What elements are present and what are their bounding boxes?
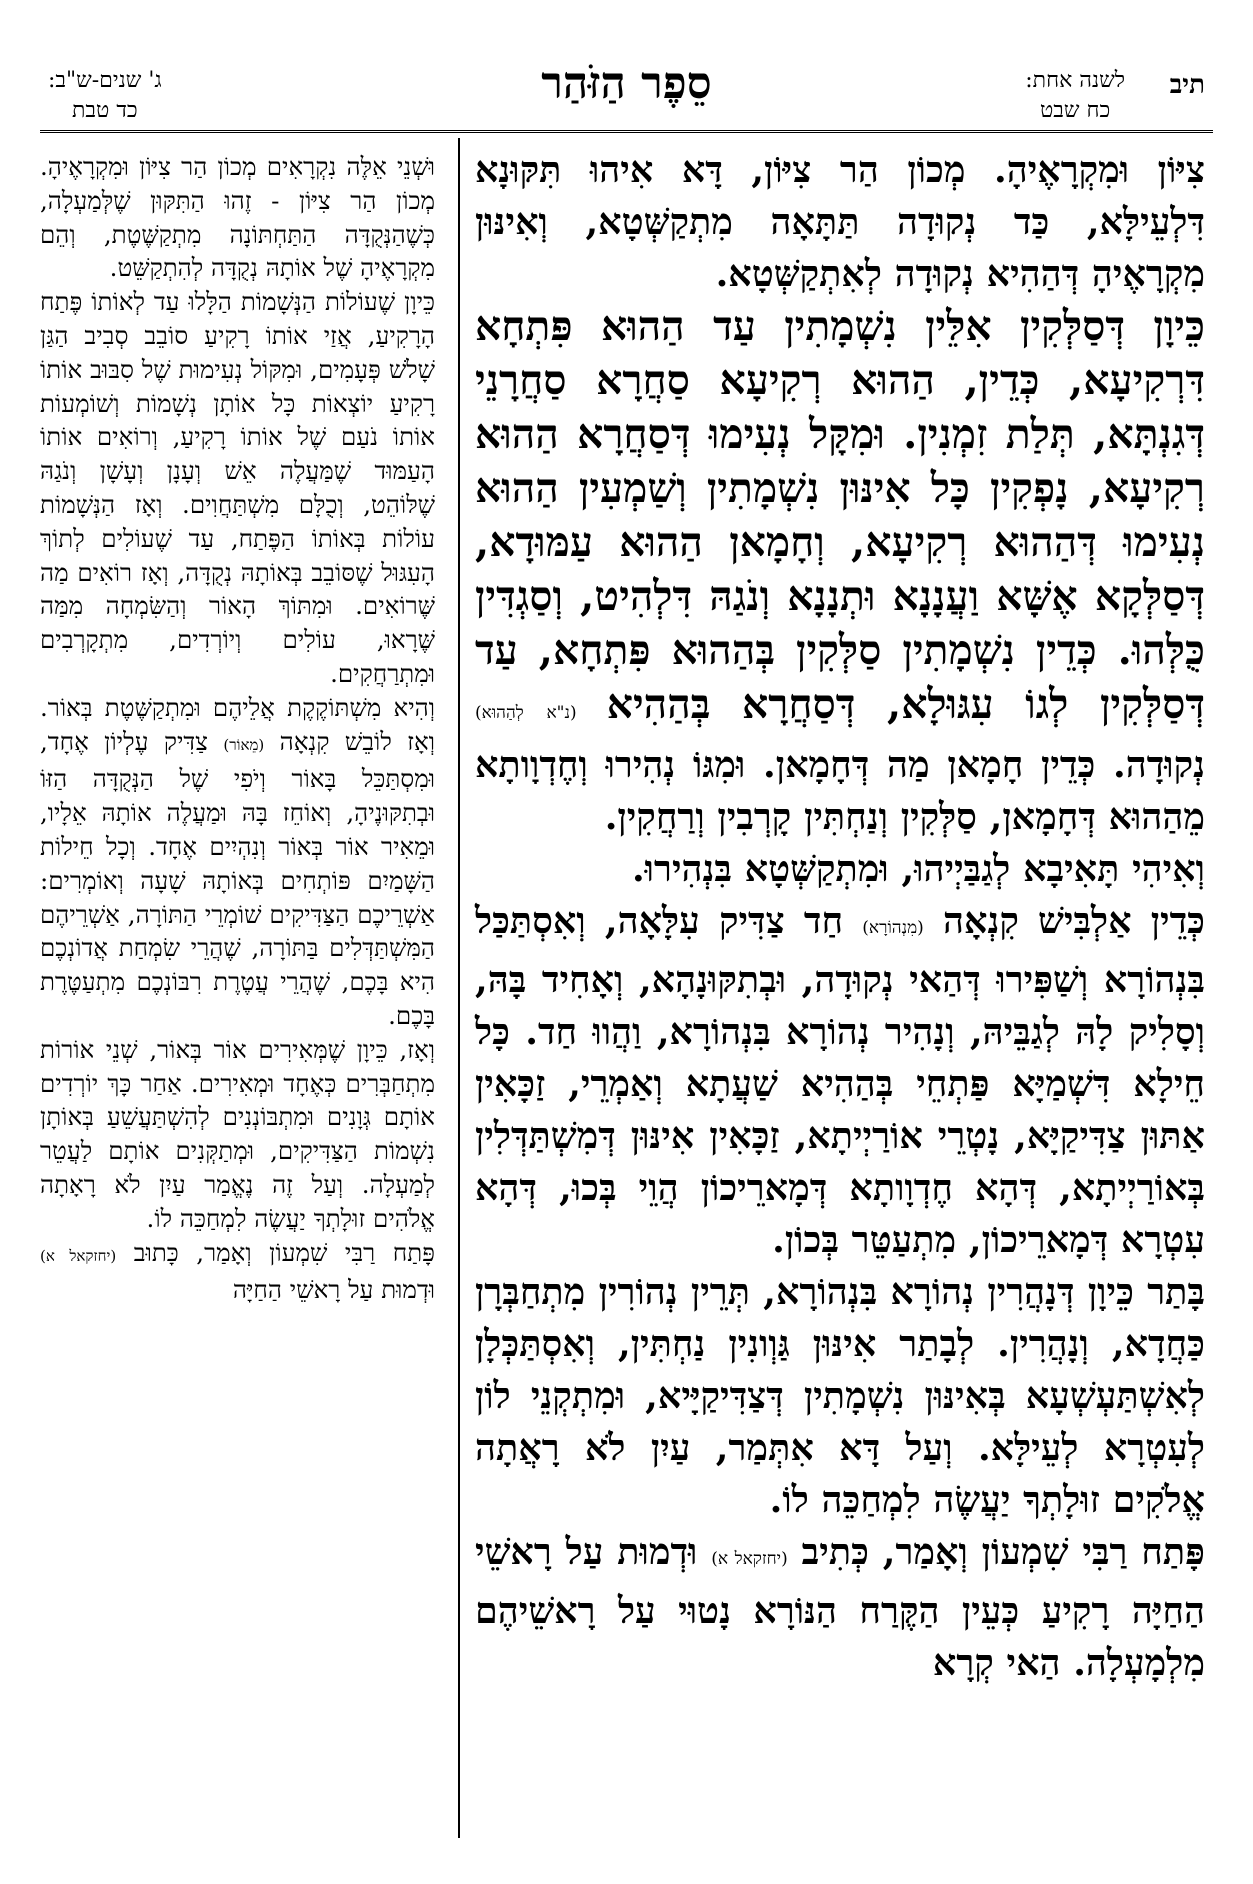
main-paragraph-4-text: כְּדֵין אַלְבִּישׁ קִנְאָה [943, 899, 1205, 942]
hebrew-translation-column [40, 150, 435, 1307]
main-paragraph-2 [475, 300, 1205, 843]
side-paragraph-3-cont: צַדִּיק עֶלְיוֹן אֶחָד, וּמִסְתַּכֵּל בָּאוֹר וְיֹפִי שֶׁל הַנְּקֻדָּה הַזּוֹ וּבְתִקּוּנֶיהָ, וְאוֹחֵז בָּהּ וּמַעֲלֶה אוֹתָהּ אֵלָיו, וּמֵאִיר אוֹר בְּאוֹר וְנִהְיִים אֶחָד. וְכָל חֵילוֹת הַשָּׁמַיִם פּוֹתְחִים בְּאוֹתָהּ שָׁעָה וְאוֹמְרִים: אַשְׁרֵיכֶם הַצַּדִּיקִים שׁוֹמְרֵי הַתּוֹרָה, אַשְׁרֵיהֶם הַמִּשְׁתַּדְּלִים בַּתּוֹרָה, שֶׁהֲרֵי שִׂמְחַת אֲדוֹנְכֶם הִיא בָּכֶם, שֶׁהֲרֵי עֲטֶרֶת רִבּוֹנְכֶם מִתְעַטֶּרֶת בָּכֶם. [40, 726, 435, 1030]
main-paragraph-1: צִיּוֹן וּמִקְרָאֶיהָ. מְכוֹן הַר צִיּוֹן, דָּא אִיהוּ תִּקּוּנָא דִּלְעֵילָּא, כַּד נְקוּדָה תַּתָּאָה מִתְקַשְּׁטָא, וְאִינּוּן מִקְרָאֶיהָ דְּהַהִיא נְקוּדָה לְאִתְקַשְּׁטָא. [475, 148, 1205, 295]
side-paragraph-2: כֵּיוָן שֶׁעוֹלוֹת הַנְּשָׁמוֹת הַלָּלוּ עַד לְאוֹתוֹ פֶּתַח הָרָקִיעַ, אֲזַי אוֹתוֹ רָקִיעַ סוֹבֵב סְבִיב הַגַּן שָׁלֹשׁ פְּעָמִים, וּמִקּוֹל נְעִימוּת שֶׁל סִבּוּב אוֹתוֹ רָקִיעַ יוֹצְאוֹת כָּל אוֹתָן נְשָׁמוֹת וְשׁוֹמְעוֹת אוֹתוֹ נֹעַם שֶׁל אוֹתוֹ רָקִיעַ, וְרוֹאִים אוֹתוֹ הָעַמּוּד שֶׁמַּעֲלֶה אֵשׁ וְעָנָן וְעָשָׁן וְנֹגַהּ שֶׁלּוֹהֵט, וְכֻלָּם מִשְׁתַּחֲוִים. וְאָז הַנְּשָׁמוֹת עוֹלוֹת בְּאוֹתוֹ הַפֶּתַח, עַד שֶׁעוֹלִים לְתוֹךְ הָעִגּוּל שֶׁסּוֹבֵב בְּאוֹתָהּ נְקֻדָּה, וְאָז רוֹאִים מַה שֶּׁרוֹאִים. וּמִתּוֹךְ הָאוֹר וְהַשִּׂמְחָה מִמַּה שֶּׁרָאוּ, עוֹלִים וְיוֹרְדִים, מִתְקָרְבִים וּמִתְרַחֲקִים. [40, 287, 435, 688]
header-left-line1: ג' שנים-ש"ב: [48, 68, 162, 93]
aramaic-column [475, 144, 1205, 1689]
book-title: סֵפֶר הַזֹּהַר [541, 58, 712, 109]
variant-note: (מֵאוֹר) [223, 735, 265, 754]
main-paragraph-6-text: פָּתַח רַבִּי שִׁמְעוֹן וְאָמַר, כְּתִיב [801, 1530, 1205, 1573]
side-paragraph-5-text: פָּתַח רַבִּי שִׁמְעוֹן וְאָמַר, כָּתוּב [133, 1237, 435, 1267]
side-paragraph-3 [40, 691, 435, 1033]
column-divider [458, 138, 460, 1838]
side-paragraph-4: וְאָז, כֵּיוָן שֶׁמְּאִירִים אוֹר בְּאוֹר, שְׁנֵי אוֹרוֹת מִתְחַבְּרִים כְּאֶחָד וּמְאִירִים. אַחַר כָּךְ יוֹרְדִים אוֹתָם גְּוָנִים וּמִתְבּוֹנְנִים לְהִשְׁתַּעֲשֵׁעַ בְּאוֹתָן נִשְׁמוֹת הַצַּדִּיקִים, וּמְתַקְּנִים אוֹתָם לַעֲטֵר לְמַעְלָה. וְעַל זֶה נֶאֱמַר עַיִן לֹא רָאָתָה אֱלֹהִים זוּלָתְךָ יַעֲשֶׂה לִמְחַכֵּה לוֹ. [40, 1034, 435, 1233]
verse-source-note: (יחזקאל א) [40, 1246, 117, 1265]
main-paragraph-3: וְאִיהִי תָּאִיבָא לְגַבַּיְיהוּ, וּמִתְקַשְּׁטָא בִּנְהִירוּ. [631, 847, 1205, 890]
main-paragraph-6-cont: וּדְמוּת עַל רָאשֵׁי הַחַיָּה רָקִיעַ כְּעֵין הַקֶּרַח הַנּוֹרָא נָטוּי עַל רָאשֵׁיהֶם מִלְמָעְלָה. הַאי קְרָא [475, 1530, 1205, 1684]
page-header [40, 58, 1213, 138]
side-paragraph-5-cont: וּדְמוּת עַל רָאשֵׁי הַחַיָּה [232, 1275, 435, 1305]
main-paragraph-4 [475, 895, 1205, 1266]
header-right-line2: כח שבט [1040, 98, 1111, 123]
variant-note: (נ"א לְהַהוּא) [475, 703, 577, 723]
main-paragraph-2-text: כֵּיוָן דְּסַלְּקִין אִלֵּין נִשְׁמָתִין עַד הַהוּא פִּתְחָא דִּרְקִיעָא, כְּדֵין, הַהוּא רְקִיעָא סַחֲרָא סַחֲרָנֵי דְּגִנְתָּא, תְּלַת זִמְנִין. וּמִקָּל נְעִימוּ דְּסַחֲרָא הַהוּא רְקִיעָא, נָפְקִין כָּל אִינּוּן נִשְׁמָתִין וְשַׁמְעִין הַהוּא נְעִימוּ דְּהַהוּא רְקִיעָא, וְחָמָאן הַהוּא עַמּוּדָא, דְּסַלְּקָא אֶשָּׁא וַעֲנָנָא וּתְנָנָא וְנֹגַהּ דִּלְהִיט, וְסַגְדִּין כֻּלְּהוּ. כְּדֵין נִשְׁמָתִין סַלְּקִין בְּהַהוּא פִּתְחָא, עַד דְּסַלְּקִין לְגוֹ עִגּוּלָא, דְּסַחֲרָא בְּהַהִיא [475, 302, 1205, 728]
side-paragraph-1: וּשְׁנֵי אֵלֶּה נִקְרָאִים מְכוֹן הַר צִיּוֹן וּמִקְרָאֶיהָ. מְכוֹן הַר צִיּוֹן - זֶהוּ הַתִּקּוּן שֶׁלְּמַעְלָה, כְּשֶׁהַנְּקֻדָּה הַתַּחְתּוֹנָה מִתְקַשֶּׁטֶת, וְהֵם מִקְרָאֶיהָ שֶׁל אוֹתָהּ נְקֻדָּה לְהִתְקַשֵּׁט. [40, 152, 435, 283]
main-paragraph-6 [475, 1526, 1205, 1689]
main-paragraph-2-cont: נְקוּדָה. כְּדֵין חָמָאן מַה דְּחָמָאן. וּמִגּוֹ נְהִירוּ וְחֶדְוָותָא מֵהַהוּא דְּחָמָאן, סַלְּקִין וְנַחְתִּין קָרְבִין וְרַחֲקִין. [475, 743, 1205, 838]
side-paragraph-3-text: וְהִיא מִשְׁתּוֹקֶקֶת אֲלֵיהֶם וּמִתְקַשֶּׁטֶת בְּאוֹר. וְאָז לוֹבֵשׁ קִנְאָה [40, 692, 435, 756]
header-right-line1: לשנה אחת: [1025, 68, 1125, 93]
page-number: תיב [1169, 70, 1205, 100]
main-paragraph-5: בָּתַר כֵּיוָן דְּנָהֲרִין נְהוֹרָא בִּנְהוֹרָא, תְּרֵין נְהוֹרִין מִתְחַבְּרָן כַּחֲדָא, וְנָהֲרִין. לְבָתַר אִינּוּן גַּוְונִין נַחְתִּין, וְאִסְתַּכְּלָן לְאִשְׁתַּעְשְׁעָא בְּאִינּוּן נִשְׁמָתִין דְּצַדִּיקַיָּיא, וּמִתְקְנֵי לוֹן לְעִטְרָא לְעֵילָּא. וְעַל דָּא אִתְּמַר, עַיִן לֹא רָאֲתָה אֱלֹקִים זוּלָתְךָ יַעֲשֶׂה לִמְחַכֵּה לוֹ. [475, 1270, 1205, 1521]
header-left-line2: כד טבת [72, 98, 138, 123]
variant-note: (מִנְהוֹרָא) [862, 918, 924, 938]
main-paragraph-4-cont: חַד צַדִּיק עִלָּאָה, וְאִסְתַּכַּל בִּנְהוֹרָא וְשַׁפִּירוּ דְּהַאי נְקוּדָה, וּבְתִקּוּנָהָא, וְאָחִיד בָּהּ, וְסָלִיק לָהּ לְגַבֵּיהּ, וְנָהִיר נְהוֹרָא בִּנְהוֹרָא, וַהֲווּ חַד. כָּל חֵילָא דִּשְׁמַיָּא פַּתְחֵי בְּהַהִיא שַׁעֲתָא וְאַמְרֵי, זַכָּאִין אַתּוּן צַדִּיקַיָּא, נָטְרֵי אוֹרַיְיתָא, זַכָּאִין אִינּוּן דְּמִשְׁתַּדְּלִין בְּאוֹרַיְיתָא, דְּהָא חֶדְוָותָא דְּמָארֵיכוֹן הֲוֵי בְּכוּ, דְּהָא עִטְרָא דְּמָארֵיכוֹן, מִתְעַטֵּר בְּכוֹן. [475, 899, 1205, 1261]
side-paragraph-5 [40, 1236, 435, 1308]
header-schedule-three-years [48, 66, 162, 126]
verse-source-note: (יחזקאל א) [711, 1549, 788, 1569]
header-divider [40, 130, 1213, 133]
